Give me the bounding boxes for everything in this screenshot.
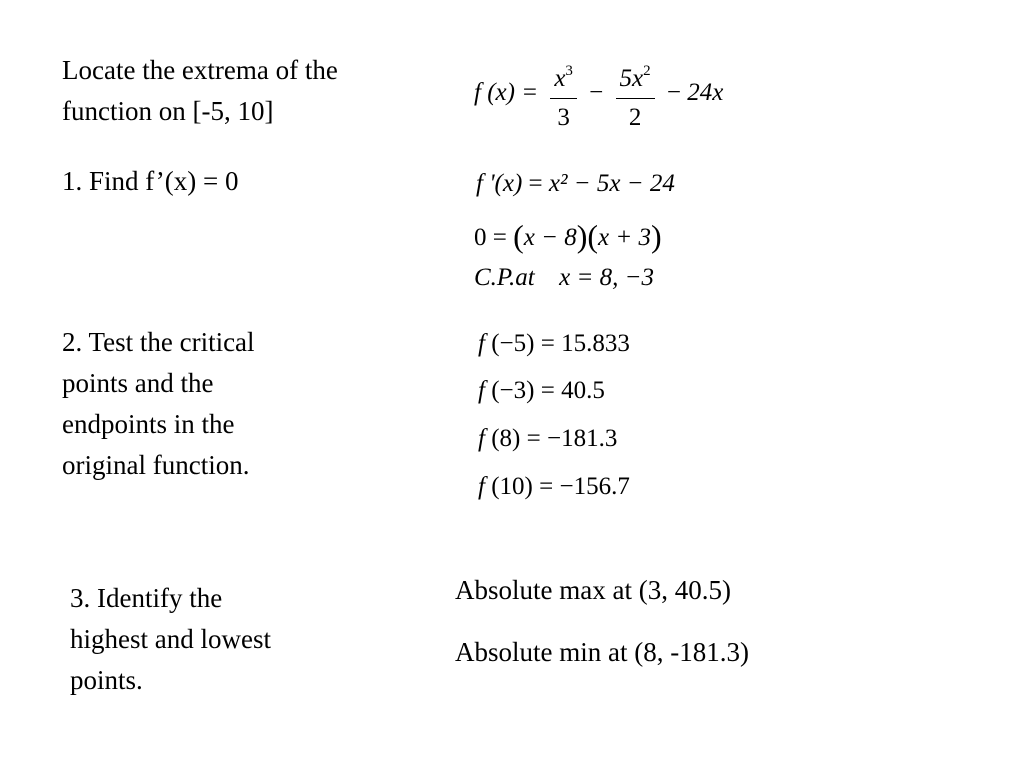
fraction-2-denominator: 2 xyxy=(628,104,642,131)
fraction-1-exponent: 3 xyxy=(565,63,573,79)
derivative-lhs: f '(x) xyxy=(476,170,523,197)
step-2-line-3: endpoints in the xyxy=(62,409,235,439)
evaluation-row: f (8) = −181.3 xyxy=(478,425,618,452)
problem-line-2: function on [-5, 10] xyxy=(62,96,274,126)
step-3-line-1: 3. Identify the xyxy=(70,583,223,613)
fraction-x-cubed xyxy=(550,56,577,133)
minus-sign: − xyxy=(666,79,681,107)
minus-sign: − xyxy=(589,79,604,107)
problem-statement xyxy=(62,50,338,132)
factored-equation: 0 = (x − 8)(x + 3) xyxy=(474,218,662,254)
step-2-line-2: points and the xyxy=(62,368,214,398)
step-1-line: 1. Find f’(x) = 0 xyxy=(62,166,239,196)
evaluation-value: −181.3 xyxy=(546,425,618,452)
function-tail-term: 24x xyxy=(687,79,724,107)
factored-lhs: 0 xyxy=(474,224,487,251)
fraction-2-numerator: 5x xyxy=(619,65,644,92)
evaluation-row: f (−5) = 15.833 xyxy=(478,330,630,357)
step-3-text xyxy=(70,578,271,701)
critical-points xyxy=(474,264,654,292)
evaluation-arg: 8 xyxy=(499,425,513,452)
step-1-text xyxy=(62,161,238,202)
fraction-1-denominator: 3 xyxy=(557,104,570,131)
factor-1: x − 8 xyxy=(523,224,577,251)
function-lhs: f (x) = xyxy=(474,79,539,107)
fraction-2-exponent: 2 xyxy=(643,63,651,79)
step-3-line-2: highest and lowest xyxy=(70,624,271,654)
evaluation-arg: −3 xyxy=(499,377,527,404)
absolute-min: Absolute min at (8, -181.3) xyxy=(455,637,749,667)
evaluation-arg: 10 xyxy=(499,473,525,500)
fraction-5x-squared xyxy=(616,56,655,133)
function-definition xyxy=(474,56,723,133)
derivative-rhs: x² − 5x − 24 xyxy=(548,170,675,197)
problem-line-1: Locate the extrema of the xyxy=(62,55,338,85)
step-2-line-4: original function. xyxy=(62,450,250,480)
factor-2: x + 3 xyxy=(598,224,652,251)
step-2-line-1: 2. Test the critical xyxy=(62,327,255,357)
evaluation-value: 40.5 xyxy=(561,377,605,404)
step-3-line-3: points. xyxy=(70,665,143,695)
evaluation-row: f (−3) = 40.5 xyxy=(478,377,605,404)
evaluation-arg: −5 xyxy=(499,330,527,357)
derivative-equation: f '(x) = x² − 5x − 24 xyxy=(476,170,675,197)
evaluation-row: f (10) = −156.7 xyxy=(478,473,630,500)
evaluation-value: 15.833 xyxy=(561,330,630,357)
absolute-max: Absolute max at (3, 40.5) xyxy=(455,575,731,605)
evaluation-value: −156.7 xyxy=(559,473,630,500)
step-2-text xyxy=(62,322,255,486)
critical-points-values: x = 8, −3 xyxy=(559,264,655,291)
fraction-1-numerator: x xyxy=(554,65,566,92)
critical-points-label: C.P.at xyxy=(474,264,535,291)
